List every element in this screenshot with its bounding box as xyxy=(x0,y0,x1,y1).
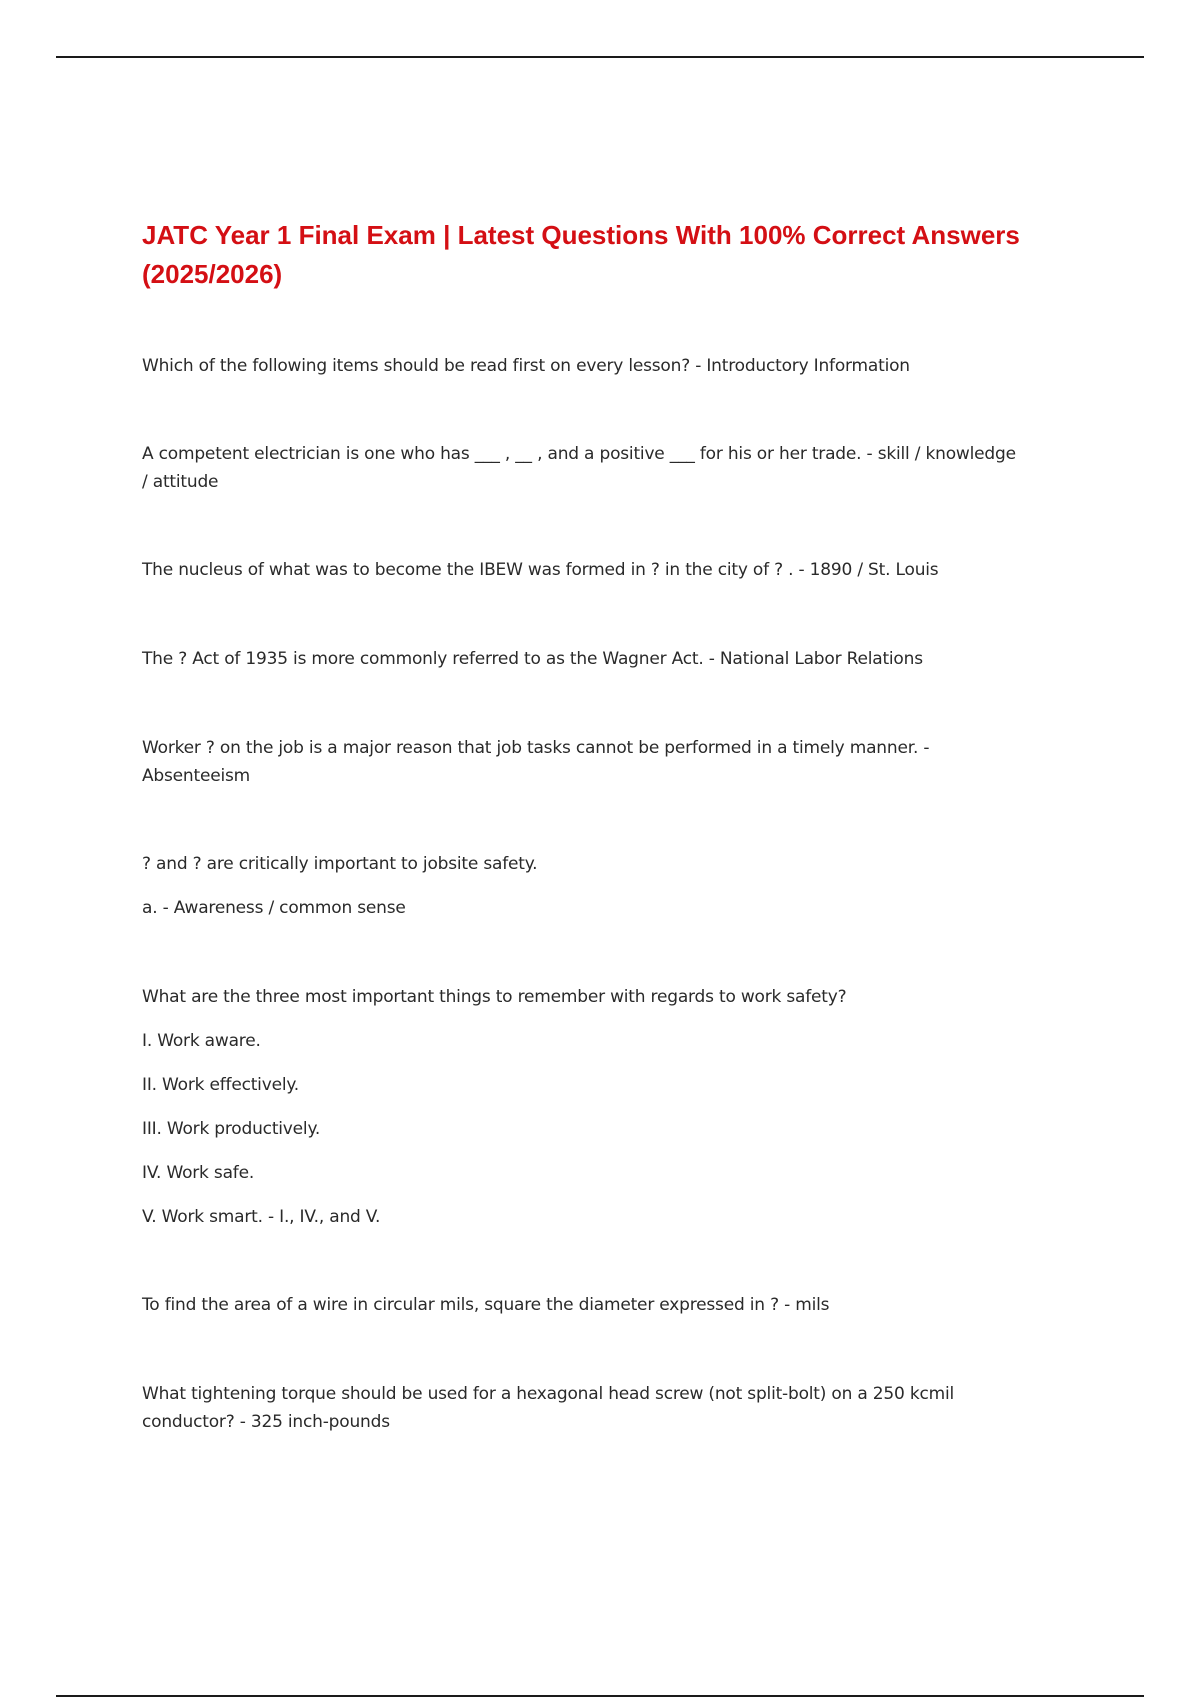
option-iv: IV. Work safe. xyxy=(142,1163,255,1183)
answer-jobsite-safety: a. - Awareness / common sense xyxy=(142,898,406,918)
question-wagner-act: The ? Act of 1935 is more commonly referred to as the Wagner Act. - National Labor Relations xyxy=(142,649,923,669)
option-iii: III. Work productively. xyxy=(142,1119,321,1139)
option-i: I. Work aware. xyxy=(142,1031,261,1051)
question-circular-mils: To find the area of a wire in circular mils, square the diameter expressed in ? - mils xyxy=(142,1295,830,1315)
question-read-first: Which of the following items should be read first on every lesson? - Introductory Information xyxy=(142,356,910,376)
question-competent-electrician: A competent electrician is one who has ___ , __ , and a positive ___ for his or her trade. - skill / knowledge / attitude xyxy=(142,444,1016,492)
footer-rule xyxy=(56,1695,1144,1697)
question-ibew-nucleus: The nucleus of what was to become the IBEW was formed in ? in the city of ? . - 1890 / St. Louis xyxy=(142,560,939,580)
option-ii: II. Work effectively. xyxy=(142,1075,299,1095)
header-rule xyxy=(56,56,1144,58)
option-v-answer: V. Work smart. - I., IV., and V. xyxy=(142,1207,381,1227)
question-worker-absenteeism: Worker ? on the job is a major reason that job tasks cannot be performed in a timely manner. - Absenteeism xyxy=(142,738,930,786)
question-jobsite-safety: ? and ? are critically important to jobsite safety. xyxy=(142,854,538,874)
question-tightening-torque: What tightening torque should be used for a hexagonal head screw (not split-bolt) on a 250 kcmil conductor? - 325 inch-pounds xyxy=(142,1384,955,1432)
question-work-safety: What are the three most important things to remember with regards to work safety? xyxy=(142,987,847,1007)
document-title: JATC Year 1 Final Exam | Latest Questions With 100% Correct Answers (2025/2026) xyxy=(142,220,1020,289)
